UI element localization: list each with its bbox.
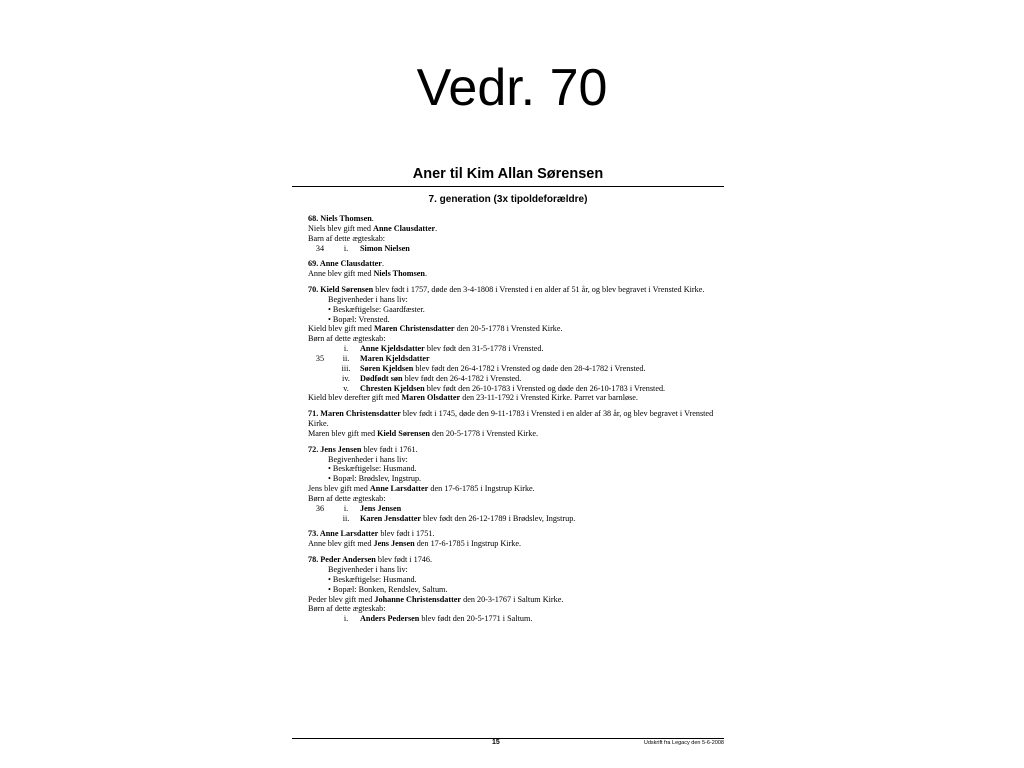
child-ordinal: v. xyxy=(343,383,349,393)
child-row xyxy=(308,244,724,254)
entry-line xyxy=(308,334,724,344)
person-name: Søren Kjeldsen xyxy=(360,363,414,373)
person-name: Maren Christensdatter xyxy=(373,324,455,334)
child-ordinal: iii. xyxy=(341,363,351,373)
person-name: Jens Jensen xyxy=(360,503,402,513)
text-run: den 20-3-1767 i Saltum Kirke. xyxy=(461,594,564,604)
event-line xyxy=(308,315,724,325)
entry-summary: blev født i 1745, døde den 9-11-1783 i Vrensted i en alder af 38 år, og blev begravet i Vrensted Kirke. xyxy=(308,409,714,429)
document-header: Aner til Kim Allan Sørensen xyxy=(412,166,604,182)
entry-line xyxy=(308,604,724,614)
entry-line xyxy=(308,429,724,439)
person-name: Anne Clausdatter xyxy=(373,223,436,233)
entry-line xyxy=(308,539,724,549)
entry-id-name xyxy=(308,445,361,454)
text-run: den 20-5-1778 i Vrensted Kirke. xyxy=(429,428,539,438)
person-entry xyxy=(308,409,724,439)
person-name: Kield Sørensen xyxy=(377,428,430,438)
child-details xyxy=(360,504,724,514)
child-ordinal: ii. xyxy=(342,513,350,523)
event-line xyxy=(308,575,724,585)
entry-number: 78. xyxy=(308,555,319,565)
child-row xyxy=(308,614,724,624)
event-line xyxy=(308,585,724,595)
event-line xyxy=(308,565,724,575)
text-run: • Beskæftigelse: Gaardfæster. xyxy=(328,304,425,314)
entry-line xyxy=(308,324,724,334)
child-ref-number xyxy=(308,514,332,524)
child-ref-number: 34 xyxy=(315,243,325,253)
entry-number: 69. xyxy=(308,259,319,269)
entry-heading xyxy=(308,409,724,429)
entry-id-name xyxy=(308,555,376,564)
child-row xyxy=(308,374,724,384)
person-name: Anne Kjeldsdatter xyxy=(360,344,425,354)
text-run: blev født den 26-4-1782 i Vrensted og døde den 28-4-1782 i Vrensted. xyxy=(413,363,646,373)
child-row xyxy=(308,384,724,394)
person-name: Simon Nielsen xyxy=(360,243,410,253)
child-ref-number xyxy=(308,384,332,394)
person-name: Niels Thomsen xyxy=(373,269,425,279)
text-run: Maren blev gift med xyxy=(308,428,378,438)
entry-name: Jens Jensen xyxy=(320,444,362,454)
text-run: blev født den 20-5-1771 i Saltum. xyxy=(419,614,533,624)
entry-id-name xyxy=(308,214,372,223)
entry-line xyxy=(308,224,724,234)
person-entry xyxy=(308,529,724,549)
child-ordinal: i. xyxy=(343,614,349,624)
entry-name: Peder Andersen xyxy=(320,555,376,565)
text-run: Peder blev gift med xyxy=(308,594,375,604)
text-run: Børn af dette ægteskab: xyxy=(308,334,386,344)
text-run: den 17-6-1785 i Ingstrup Kirke. xyxy=(428,484,535,494)
child-details xyxy=(360,344,724,354)
event-line xyxy=(308,455,724,465)
child-details xyxy=(360,514,724,524)
text-run: blev født den 31-5-1778 i Vrensted. xyxy=(424,344,544,354)
entry-name: Maren Christensdatter xyxy=(320,409,401,419)
entry-number: 68. xyxy=(308,214,319,223)
child-row xyxy=(308,504,724,514)
text-run: blev født den 26-4-1782 i Vrensted. xyxy=(402,373,522,383)
entry-line xyxy=(308,393,724,403)
child-ordinal: i. xyxy=(343,503,349,513)
entry-summary: blev født i 1761. xyxy=(361,444,418,454)
header-rule xyxy=(292,186,724,187)
child-row xyxy=(308,354,724,364)
person-name: Chresten Kjeldsen xyxy=(360,383,425,393)
child-ordinal: ii. xyxy=(342,353,350,363)
text-run: Kield blev derefter gift med xyxy=(308,393,402,403)
entry-id-name xyxy=(308,409,401,418)
entry-number: 73. xyxy=(308,529,319,539)
person-name: Karen Jensdatter xyxy=(360,513,422,523)
text-run: Begivenheder i hans liv: xyxy=(328,294,408,304)
entry-summary: blev født i 1751. xyxy=(378,529,435,539)
text-run: Niels blev gift med xyxy=(308,223,374,233)
entry-name: Anne Clausdatter xyxy=(319,259,382,269)
event-line xyxy=(308,305,724,315)
person-entry xyxy=(308,259,724,279)
person-name: Maren Olsdatter xyxy=(401,393,461,403)
document-footer xyxy=(292,738,724,750)
child-ordinal: i. xyxy=(343,243,349,253)
entry-name: Kield Sørensen xyxy=(320,285,374,295)
person-entry xyxy=(308,555,724,624)
footer-note: Udskrift fra Legacy den 5-6-2008 xyxy=(643,740,724,746)
entry-line xyxy=(308,595,724,605)
entry-heading xyxy=(308,285,724,295)
entry-id-name xyxy=(308,259,382,268)
child-ref-number xyxy=(308,374,332,384)
entry-summary: . xyxy=(381,259,384,269)
entry-number: 71. xyxy=(308,409,319,419)
text-run: • Bopæl: Vrensted. xyxy=(328,314,390,324)
child-details xyxy=(360,384,724,394)
entry-line xyxy=(308,269,724,279)
child-details xyxy=(360,354,724,364)
text-run: Barn af dette ægteskab: xyxy=(308,233,386,243)
entry-summary: blev født i 1746. xyxy=(375,555,433,565)
text-run: . xyxy=(424,269,428,279)
child-row xyxy=(308,364,724,374)
footer-rule xyxy=(292,738,724,739)
child-ref-number xyxy=(308,614,332,624)
entry-line xyxy=(308,494,724,504)
text-run: den 17-6-1785 i Ingstrup Kirke. xyxy=(414,539,522,549)
text-run: Kield blev gift med xyxy=(308,324,374,334)
event-line xyxy=(308,474,724,484)
text-run: • Bopæl: Brødslev, Ingstrup. xyxy=(328,474,422,484)
child-ref-number: 36 xyxy=(315,503,325,513)
text-run: Begivenheder i hans liv: xyxy=(328,454,408,464)
text-run: den 20-5-1778 i Vrensted Kirke. xyxy=(454,324,563,334)
text-run: • Beskæftigelse: Husmand. xyxy=(328,464,417,474)
text-run: Jens blev gift med xyxy=(308,484,370,494)
person-name: Jens Jensen xyxy=(373,539,415,549)
text-run: Begivenheder i hans liv: xyxy=(328,565,408,574)
genealogy-entries xyxy=(308,214,724,624)
text-run: blev født den 26-10-1783 i Vrensted og døde den 26-10-1783 i Vrensted. xyxy=(424,383,666,393)
entry-id-name xyxy=(308,285,373,294)
child-row xyxy=(308,344,724,354)
entry-number: 72. xyxy=(308,444,319,454)
person-name: Maren Kjeldsdatter xyxy=(360,353,430,363)
text-run: . xyxy=(435,223,438,233)
entry-line xyxy=(308,234,724,244)
child-ordinal: iv. xyxy=(342,373,350,383)
child-details xyxy=(360,614,724,624)
entry-id-name xyxy=(308,529,378,538)
entry-summary: . xyxy=(371,214,374,223)
generation-subheader: 7. generation (3x tipoldeforældre) xyxy=(428,194,588,205)
person-name: Dødfødt søn xyxy=(360,373,403,383)
person-name: Anders Pedersen xyxy=(360,614,420,624)
child-ref-number: 35 xyxy=(315,353,325,363)
entry-line xyxy=(308,484,724,494)
page-number: 15 xyxy=(492,739,500,746)
slide-title: Vedr. 70 xyxy=(416,59,608,117)
child-details xyxy=(360,364,724,374)
entry-name: Niels Thomsen xyxy=(320,214,372,223)
entry-summary: blev født i 1757, døde den 3-4-1808 i Vrensted i en alder af 51 år, og blev begravet i Vrensted Kirke. xyxy=(373,285,705,295)
text-run: Børn af dette ægteskab: xyxy=(308,493,386,503)
child-details xyxy=(360,244,724,254)
text-run: blev født den 26-12-1789 i Brødslev, Ingstrup. xyxy=(421,513,576,523)
child-details xyxy=(360,374,724,384)
person-entry xyxy=(308,445,724,524)
child-ref-number xyxy=(308,364,332,374)
person-entry xyxy=(308,285,724,403)
child-ordinal: i. xyxy=(343,344,349,354)
entry-heading xyxy=(308,214,724,224)
person-name: Johanne Christensdatter xyxy=(374,594,462,604)
text-run: • Beskæftigelse: Husmand. xyxy=(328,574,417,584)
event-line xyxy=(308,295,724,305)
entry-number: 70. xyxy=(308,285,319,295)
text-run: Anne blev gift med xyxy=(308,269,374,279)
event-line xyxy=(308,464,724,474)
child-ref-number xyxy=(308,344,332,354)
text-run: Børn af dette ægteskab: xyxy=(308,604,386,614)
entry-heading xyxy=(308,259,724,269)
entry-heading xyxy=(308,529,724,539)
entry-heading xyxy=(308,445,724,455)
child-row xyxy=(308,514,724,524)
person-name: Anne Larsdatter xyxy=(369,484,429,494)
entry-name: Anne Larsdatter xyxy=(319,529,379,539)
entry-heading xyxy=(308,555,724,565)
person-entry xyxy=(308,214,724,253)
scanned-document-page xyxy=(292,166,724,750)
text-run: • Bopæl: Bonken, Rendslev, Saltum. xyxy=(328,584,448,594)
text-run: den 23-11-1792 i Vrensted Kirke. Parret var barnløse. xyxy=(460,393,638,403)
text-run: Anne blev gift med xyxy=(308,539,374,549)
